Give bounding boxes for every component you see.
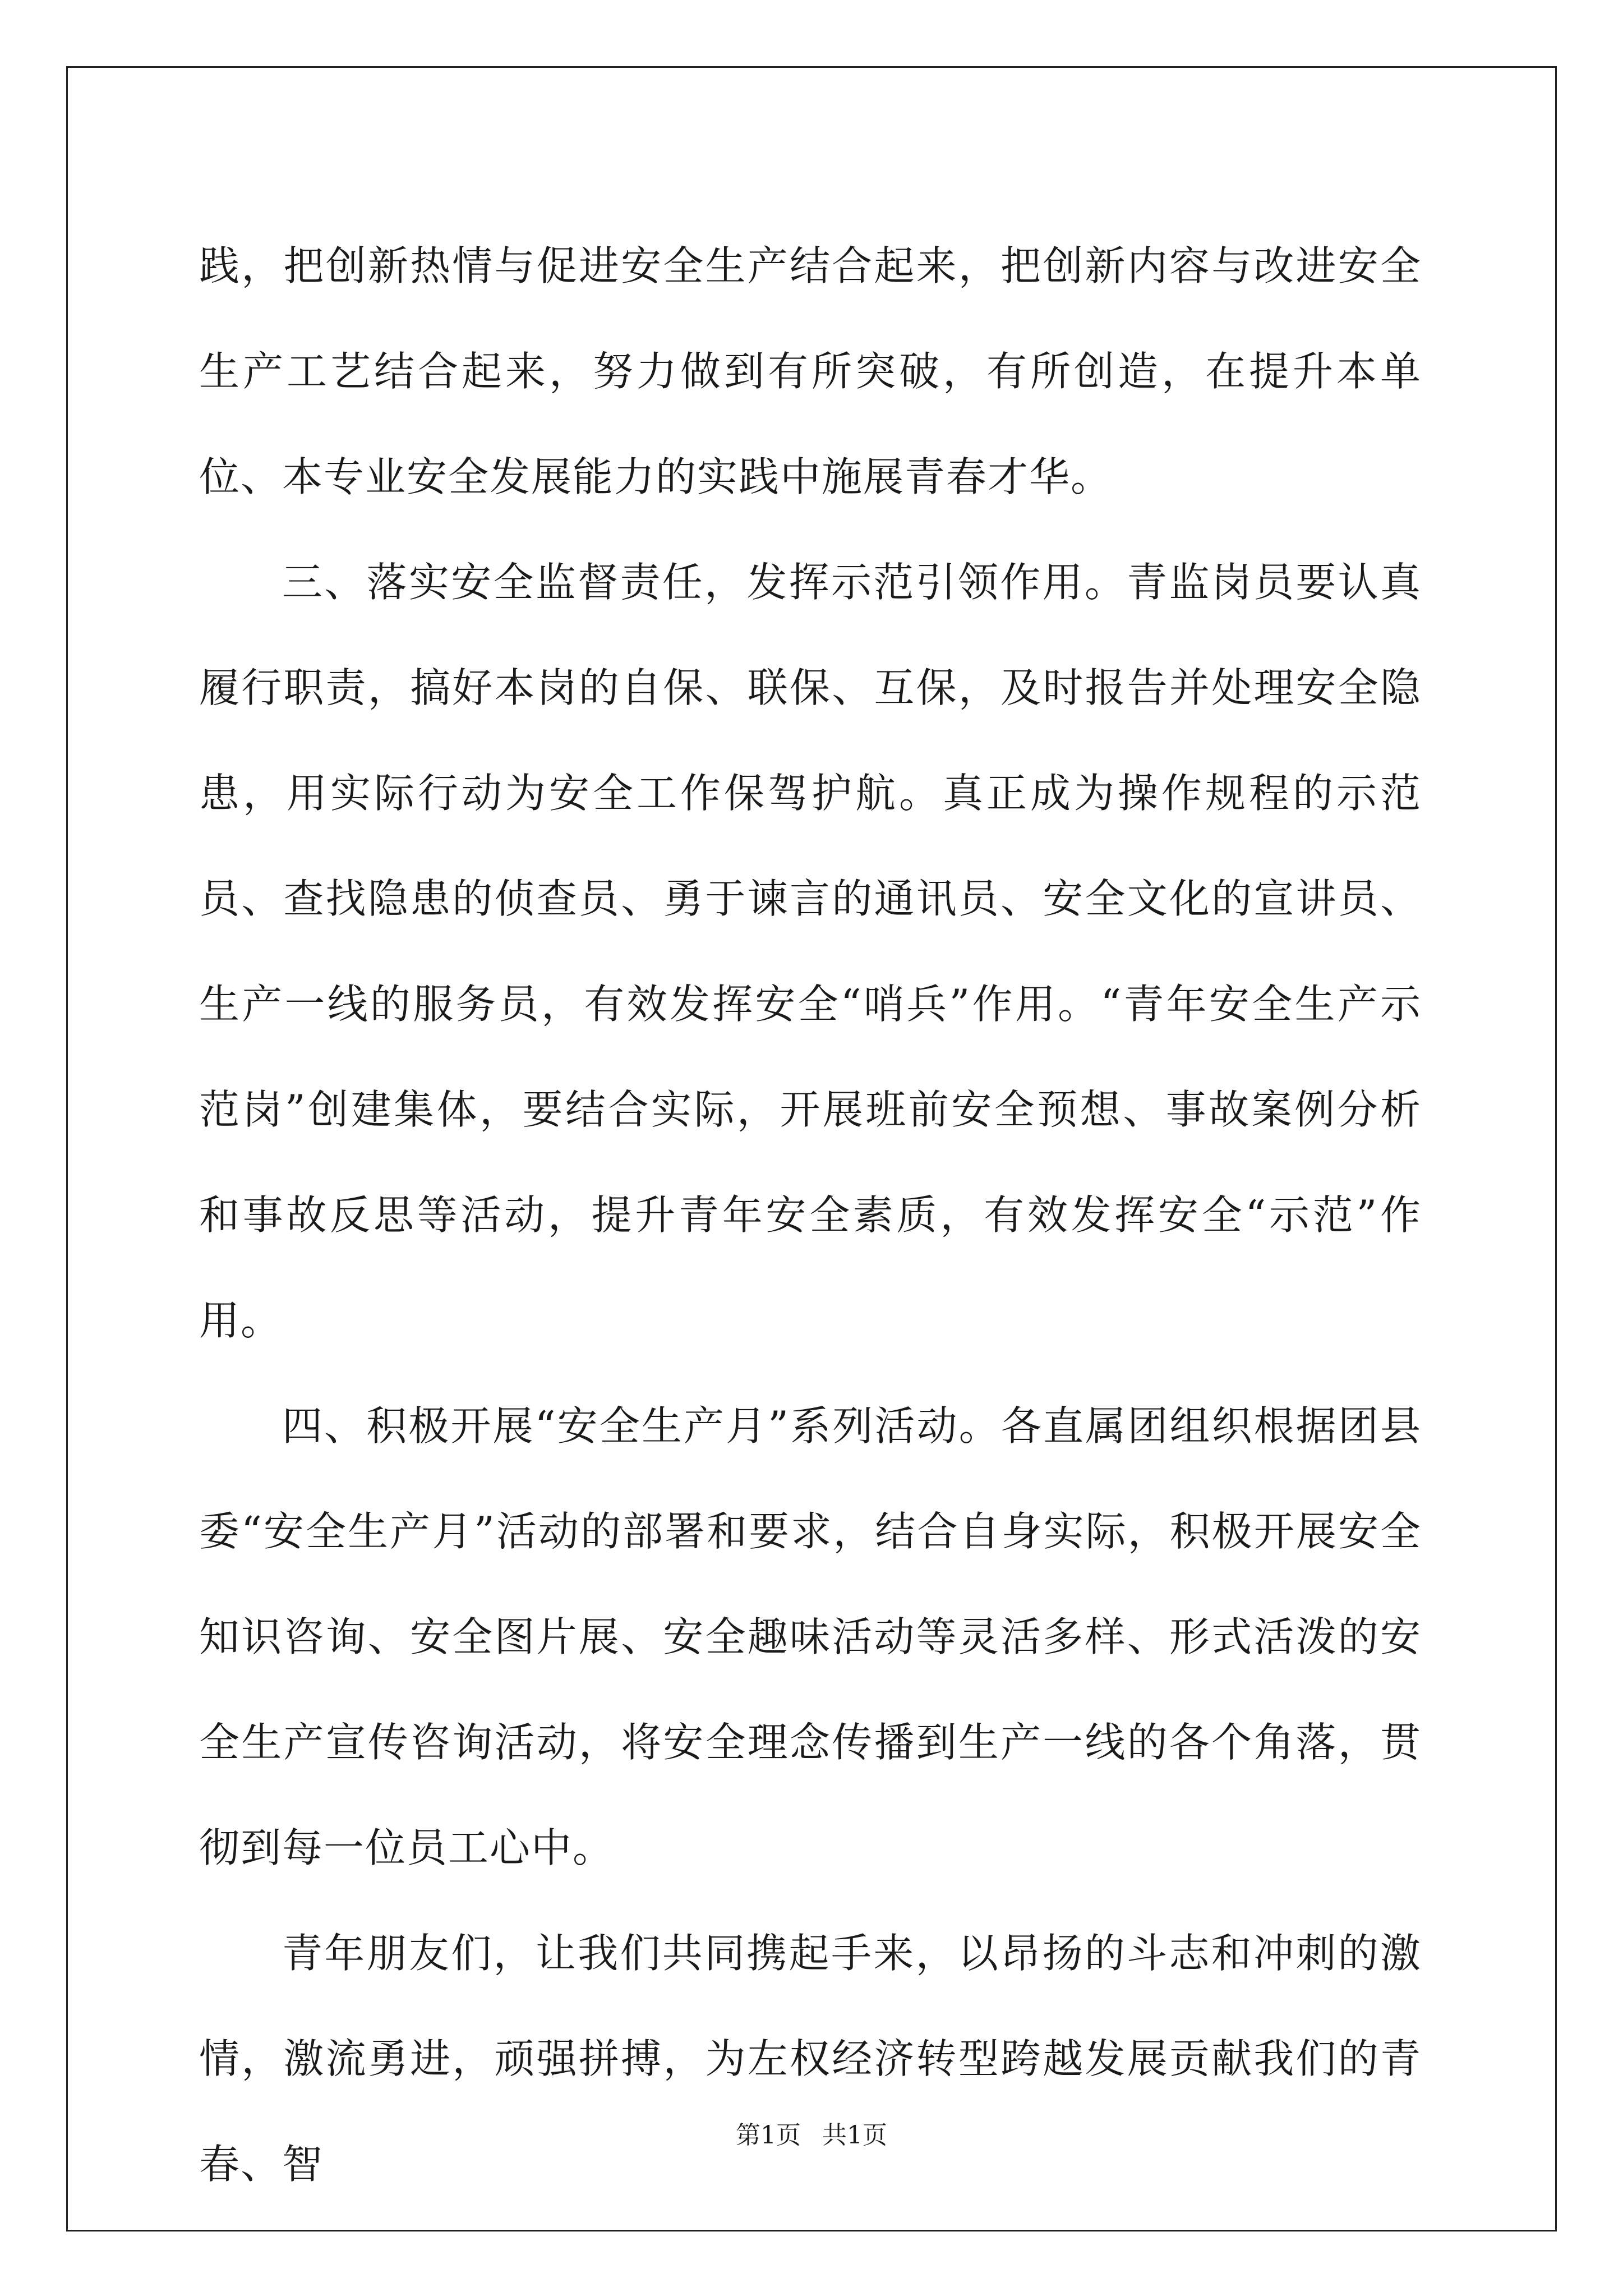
- page-footer: [0, 2115, 1623, 2151]
- paragraph-3: 四、积极开展“安全生产月”系列活动。各直属团组织根据团县委“安全生产月”活动的部署和要求，结合自身实际，积极开展安全知识咨询、安全图片展、安全趣味活动等灵活多样、形式活泼的安全生产宣传咨询活动，将安全理念传播到生产一线的各个角落，贯彻到每一位员工心中。: [199, 1402, 1422, 1871]
- paragraph-4: 青年朋友们，让我们共同携起手来，以昂扬的斗志和冲刺的激情，激流勇进，顽强拼搏，为左权经济转型跨越发展贡献我们的青春、智: [199, 1930, 1422, 2188]
- page-number-current: 第1页: [736, 2121, 801, 2150]
- page-number-total: 共1页: [822, 2121, 887, 2150]
- document-body: [199, 213, 1422, 2217]
- paragraph-1: 践，把创新热情与促进安全生产结合起来，把创新内容与改进安全生产工艺结合起来，努力做到有所突破，有所创造，在提升本单位、本专业安全发展能力的实践中施展青春才华。: [199, 242, 1422, 500]
- paragraph-2: 三、落实安全监督责任，发挥示范引领作用。青监岗员要认真履行职责，搞好本岗的自保、联保、互保，及时报告并处理安全隐患，用实际行动为安全工作保驾护航。真正成为操作规程的示范员、查找隐患的侦查员、勇于谏言的通讯员、安全文化的宣讲员、生产一线的服务员，有效发挥安全“哨兵”作用。“青年安全生产示范岗”创建集体，要结合实际，开展班前安全预想、事故案例分析和事故反思等活动，提升青年安全素质，有效发挥安全“示范”作用。: [199, 559, 1422, 1344]
